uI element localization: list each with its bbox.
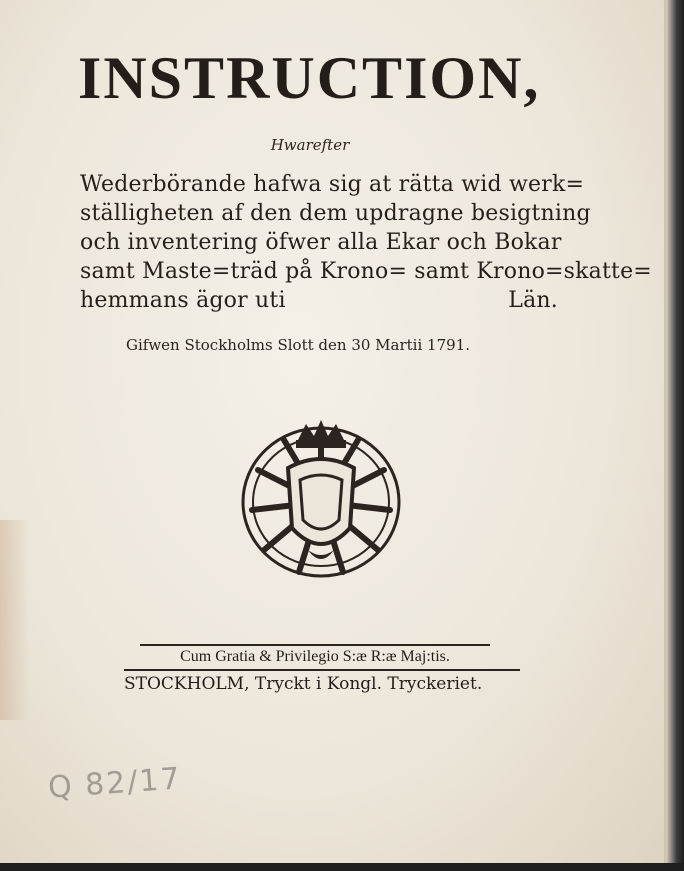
- pencil-shelfmark: Q 82/17: [46, 761, 183, 806]
- document-subtitle: Hwarefter: [270, 136, 350, 154]
- date-line: Gifwen Stockholms Slott den 30 Martii 1791.: [126, 336, 470, 354]
- body-line: Wederbörande hafwa sig at rätta wid werk=: [80, 172, 585, 197]
- paper-stain: [0, 520, 30, 720]
- rule-top: [140, 644, 490, 646]
- royal-crest-icon: [238, 410, 404, 582]
- body-line-last: [80, 286, 558, 315]
- body-line: och inventering öfwer alla Ekar och Bokar: [80, 230, 562, 255]
- page-edge-shadow: [666, 0, 684, 871]
- body-line: samt Maste=träd på Krono= samt Krono=skatte=: [80, 259, 652, 284]
- body-last-right: Län.: [508, 288, 558, 313]
- body-last-left: hemmans ägor uti: [80, 288, 286, 313]
- imprint-line: STOCKHOLM, Tryckt i Kongl. Tryckeriet.: [124, 674, 483, 694]
- rule-middle: [124, 669, 520, 671]
- document-title: INSTRUCTION,: [78, 45, 541, 111]
- privilege-line: Cum Gratia & Privilegio S:æ R:æ Maj:tis.: [180, 648, 450, 665]
- document-body: [80, 170, 652, 315]
- page-bottom-shadow: [0, 863, 684, 871]
- body-line: ställigheten af den dem updragne besigtning: [80, 201, 591, 226]
